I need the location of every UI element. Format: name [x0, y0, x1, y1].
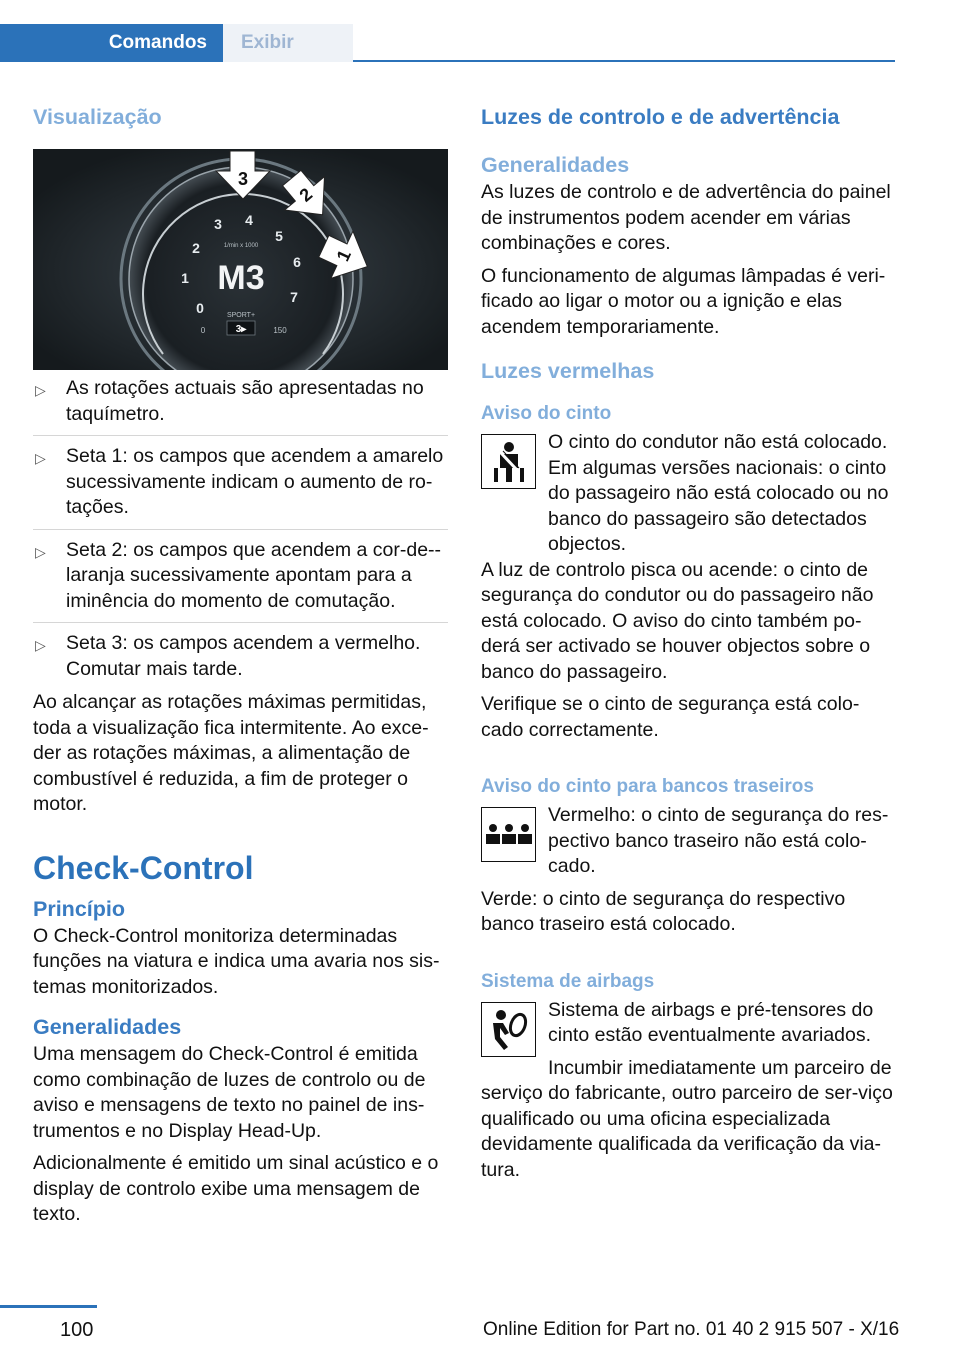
gauge-gear: 3▸	[235, 324, 247, 335]
bullet-triangle-icon: ▷	[35, 637, 46, 653]
rear-seatbelt-icon	[481, 807, 536, 862]
gauge-speed-min: 0	[200, 326, 206, 335]
footer-rule	[0, 1305, 97, 1308]
airbags-heading: Sistema de airbags	[481, 970, 655, 992]
principio-paragraph: O Check-Control monitoriza determinadas funções na viatura e indica uma avaria nos sis-temas monitorizados.	[33, 924, 440, 998]
airbag-icon	[481, 1002, 536, 1057]
airbags-paragraph-2: Incumbir imediatamente um parceiro de serviço do fabricante, outro parceiro de ser-viço qualificado ou uma oficina especializada devidamente qualificada da verificação da via-tura.	[481, 1056, 893, 1181]
gauge-unit: 1/min x 1000	[223, 243, 259, 249]
bullet-triangle-icon: ▷	[35, 450, 46, 466]
edition-note: Online Edition for Part no. 01 40 2 915 507 - X/16	[483, 1319, 900, 1340]
luzes-heading: Luzes de controlo e de advertência	[481, 105, 840, 129]
gauge-tick: 5	[275, 228, 283, 244]
traseiros-paragraph-1: Vermelho: o cinto de segurança do res-pectivo banco traseiro não está colo-cado.	[548, 804, 889, 877]
paragraph-max-rpm: Ao alcançar as rotações máximas permitidas, toda a visualização fica intermitente. Ao exce-der as rotações máximas, a alimentação de combustível é reduzida, a fim de proteger o motor.	[33, 691, 429, 815]
traseiros-heading: Aviso do cinto para bancos traseiros	[481, 776, 814, 797]
gauge-tick: 4	[245, 212, 253, 228]
page-number: 100	[60, 1319, 94, 1341]
luzes-paragraph-1: As luzes de controlo e de advertência do painel de instrumentos podem acender em várias combinações e cores.	[481, 181, 891, 254]
vermelhas-heading: Luzes vermelhas	[481, 359, 655, 383]
seatbelt-icon	[481, 434, 536, 489]
gauge-tick: 3	[214, 216, 222, 232]
chapter-tabbar	[0, 24, 895, 62]
right-column	[481, 100, 897, 1190]
airbags-paragraph-1: Sistema de airbags e pré-tensores do cinto estão eventualmente avariados.	[548, 998, 874, 1046]
gauge-mode: SPORT+	[226, 312, 256, 319]
gauge-tick: 2	[192, 240, 200, 256]
gauge-tick: 0	[196, 300, 204, 316]
tachometer-illustration	[33, 149, 448, 370]
generalidades-paragraph-2: Adicionalmente é emitido um sinal acústico e o display de controlo exibe uma mensagem de texto.	[33, 1152, 439, 1225]
cinto-paragraph-3: Verifique se o cinto de segurança está colo-cado correctamente.	[481, 693, 860, 741]
gauge-tick: 7	[290, 289, 298, 305]
svg-text:3: 3	[237, 169, 249, 189]
generalidades-heading-right: Generalidades	[481, 153, 630, 177]
list-item: ▷ Seta 1: os campos que acendem a amarelo sucessivamente indicam o aumento de ro-tações.	[33, 444, 448, 530]
bullet-triangle-icon: ▷	[35, 382, 46, 398]
tab-exibir[interactable]: Exibir	[223, 24, 353, 62]
visualizacao-heading: Visualização	[33, 105, 162, 129]
gauge-tick: 1	[181, 270, 189, 286]
traseiros-paragraph-2: Verde: o cinto de segurança do respectivo banco traseiro está colocado.	[481, 887, 846, 935]
left-column	[33, 100, 448, 1235]
luzes-paragraph-2: O funcionamento de algumas lâmpadas é veri-ficado ao ligar o motor ou a ignição e elas acendem temporariamente.	[481, 264, 886, 338]
list-item: ▷ Seta 3: os campos acendem a vermelho. Comutar mais tarde.	[35, 632, 421, 680]
traseiros-block	[481, 803, 897, 880]
check-control-heading: Check-Control	[33, 849, 254, 886]
list-item: ▷ As rotações actuais são apresentadas no taquímetro.	[33, 376, 448, 436]
list-item: ▷ Seta 2: os campos que acendem a cor-de--laranja sucessivamente apontam para a iminência do momento de comutação.	[33, 538, 448, 624]
svg-text:1: 1	[332, 246, 355, 265]
gauge-brand: M3	[217, 259, 265, 297]
cinto-heading: Aviso do cinto	[481, 403, 612, 424]
cinto-paragraph-1: O cinto do condutor não está colocado. Em algumas versões nacionais: o cinto do passageiro não está colocado ou no banco do passageiro são detectados objectos.	[548, 431, 889, 555]
tachometer-bullet-list	[33, 376, 448, 686]
airbags-block	[481, 998, 897, 1049]
principio-heading: Princípio	[33, 896, 125, 921]
bullet-triangle-icon: ▷	[35, 543, 46, 560]
gauge-tick: 6	[293, 254, 301, 270]
tachometer-image	[33, 149, 448, 370]
cinto-block	[481, 430, 897, 558]
generalidades-heading-left: Generalidades	[33, 1015, 182, 1039]
gauge-speed-max: 150	[273, 326, 287, 335]
generalidades-paragraph-1: Uma mensagem do Check-Control é emitida como combinação de luzes de controlo ou de aviso e mensagens de texto no painel de ins-trumentos e no Display Head-Up.	[33, 1043, 426, 1142]
cinto-paragraph-2: A luz de controlo pisca ou acende: o cinto de segurança do condutor ou do passageiro não está colocado. O aviso do cinto também po-derá ser activado se houver objectos sobre o banco do passageiro.	[481, 558, 874, 683]
tab-comandos[interactable]: Comandos	[0, 24, 223, 62]
svg-text:2: 2	[295, 183, 317, 206]
